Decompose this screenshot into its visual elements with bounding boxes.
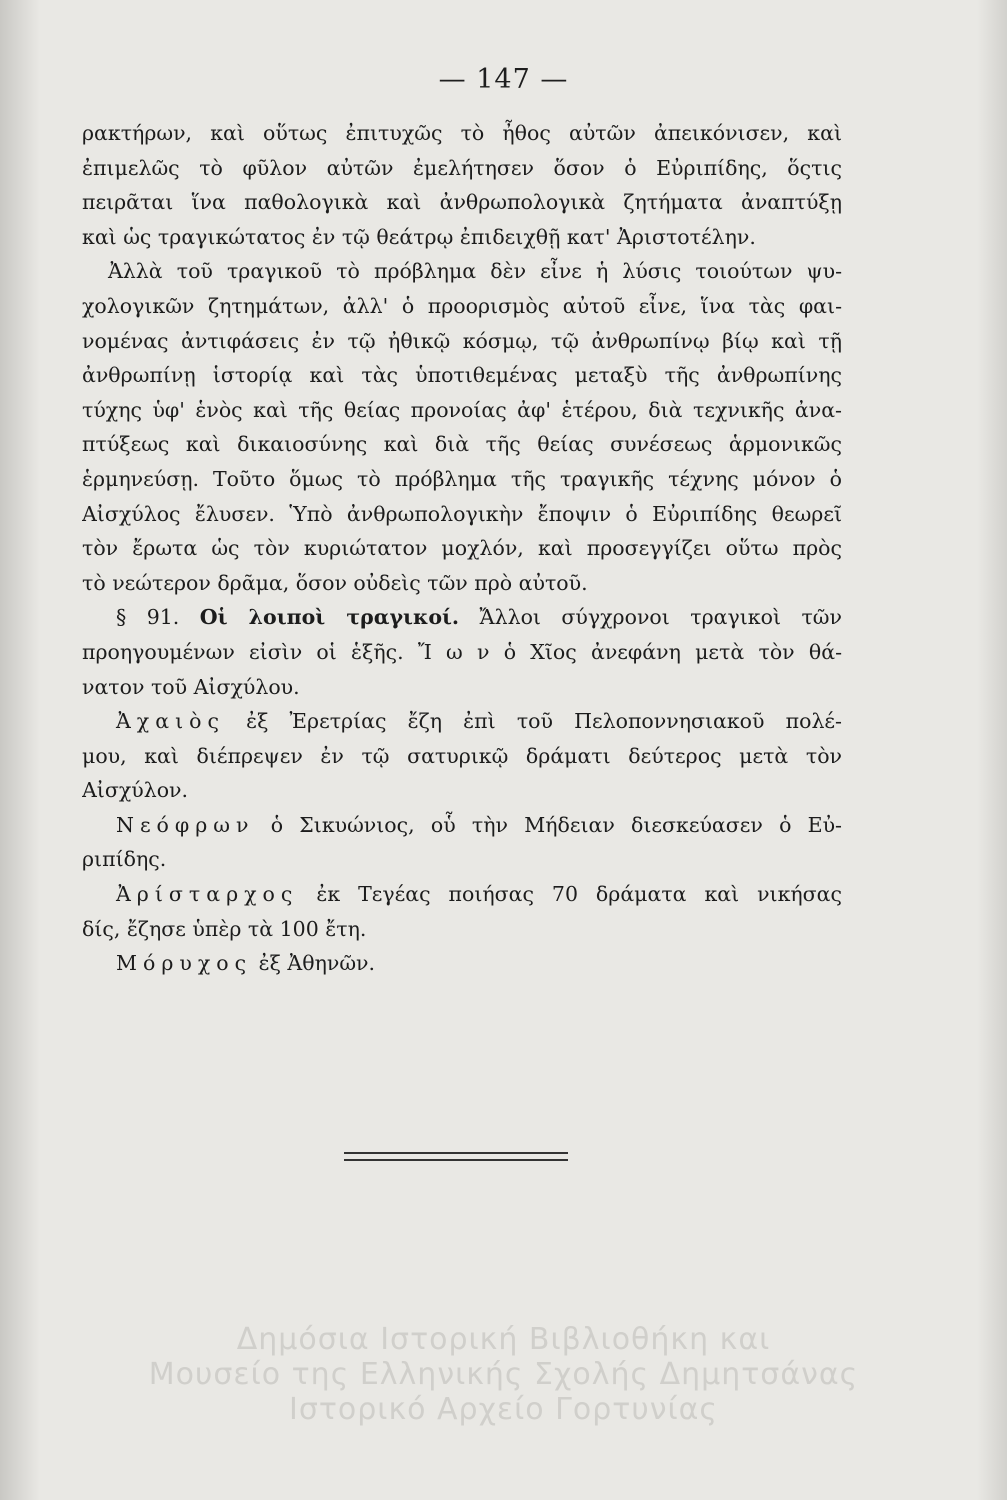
library-watermark	[0, 1322, 1007, 1427]
entry-name: Νεόφρων	[116, 812, 255, 837]
entry-text: ὁ Σικυώνιος, οὗ τὴν Μήδειαν διεσκεύασεν ὁ Εὐ-	[270, 812, 842, 837]
text-line: ἀνθρωπίνῃ ἱστορίᾳ καὶ τὰς ὑποτιθεμένας μεταξὺ τῆς ἀνθρωπίνης	[82, 363, 842, 388]
text-line: προηγουμένων εἰσὶν οἱ ἑξῆς. Ἴ ω ν ὁ Χῖος ἀνεφάνη μετὰ τὸν θά-	[82, 639, 842, 664]
text-line: τύχης ὑφ' ἑνὸς καὶ τῆς θείας προνοίας ἀφ' ἑτέρου, διὰ τεχνικῆς ἀνα-	[82, 397, 842, 422]
text-line: δίς, ἔζησε ὑπὲρ τὰ 100 ἔτη.	[82, 916, 367, 941]
double-rule-divider	[344, 1152, 568, 1161]
entry-line	[82, 946, 842, 981]
text-line: νατον τοῦ Αἰσχύλου.	[82, 674, 300, 699]
watermark-line: Μουσείο της Ελληνικής Σχολής Δημητσάνας	[148, 1357, 859, 1392]
watermark-line: Δημόσια Ιστορική Βιβλιοθήκη και	[236, 1322, 771, 1357]
text-line: ρακτήρων, καὶ οὕτως ἐπιτυχῶς τὸ ἦθος αὐτῶν ἀπεικόνισεν, καὶ	[82, 121, 842, 145]
watermark-line: Ιστορικό Αρχείο Γορτυνίας	[288, 1392, 719, 1427]
text-line: Αἰσχύλος ἔλυσεν. Ὑπὸ ἀνθρωπολογικὴν ἔποψιν ὁ Εὐριπίδης θεωρεῖ	[82, 501, 842, 526]
body-text	[82, 116, 842, 981]
entry-name: Ἀρίσταρχος	[116, 882, 299, 907]
text-line: τὸν ἔρωτα ὡς τὸν κυριώτατον μοχλόν, καὶ προσεγγίζει οὕτω πρὸς	[82, 536, 842, 561]
entry-name: Ἀχαιὸς	[116, 709, 225, 734]
text-line: πτύξεως καὶ δικαιοσύνης καὶ διὰ τῆς θείας συνέσεως ἁρμονικῶς	[82, 432, 842, 457]
text-line: χολογικῶν ζητημάτων, ἀλλ' ὁ προορισμὸς αὐτοῦ εἶνε, ἵνα τὰς φαι-	[82, 293, 842, 318]
entry-line	[82, 808, 842, 843]
section-heading-line	[82, 600, 842, 635]
page-number: — 147 —	[438, 64, 569, 95]
text-line: Αἰσχύλον.	[82, 778, 189, 803]
entry-text: ἐξ Ἀθηνῶν.	[258, 951, 376, 976]
text-line: τὸ νεώτερον δρᾶμα, ὅσον οὐδεὶς τῶν πρὸ αὐτοῦ.	[82, 570, 588, 595]
text-line: ἐπιμελῶς τὸ φῦλον αὐτῶν ἐμελήτησεν ὅσον ὁ Εὐριπίδης, ὅςτις	[82, 155, 842, 180]
text-line: καὶ ὡς τραγικώτατος ἐν τῷ θεάτρῳ ἐπιδειχθῇ κατ' Ἀριστοτέλην.	[82, 224, 756, 249]
text-line: μου, καὶ διέπρεψεν ἐν τῷ σατυρικῷ δράματι δεύτερος μετὰ τὸν	[82, 743, 842, 768]
entry-name: Μόρυχος	[116, 951, 253, 976]
text-line: πειρᾶται ἵνα παθολογικὰ καὶ ἀνθρωπολογικὰ ζητήματα ἀναπτύξῃ	[82, 190, 842, 215]
entry-text: ἐκ Τεγέας ποιήσας 70 δράματα καὶ νικήσας	[316, 882, 842, 907]
entry-line	[82, 704, 842, 739]
entry-line	[82, 877, 842, 912]
section-text: Ἄλλοι σύγχρονοι τραγικοὶ τῶν	[479, 605, 842, 630]
text-line: ἑρμηνεύσῃ. Τοῦτο ὅμως τὸ πρόβλημα τῆς τραγικῆς τέχνης μόνον ὁ	[82, 466, 842, 491]
text-line: νομένας ἀντιφάσεις ἐν τῷ ἠθικῷ κόσμῳ, τῷ ἀνθρωπίνῳ βίῳ καὶ τῇ	[82, 328, 842, 353]
section-number: § 91.	[116, 605, 180, 630]
text-line: Ἀλλὰ τοῦ τραγικοῦ τὸ πρόβλημα δὲν εἶνε ἡ λύσις τοιούτων ψυ-	[108, 259, 842, 284]
entry-text: ἐξ Ἐρετρίας ἔζη ἐπὶ τοῦ Πελοποννησιακοῦ πολέ-	[246, 709, 842, 734]
section-heading: Οἱ λοιποὶ τραγικοί.	[199, 605, 460, 630]
text-line: ριπίδης.	[82, 847, 167, 872]
